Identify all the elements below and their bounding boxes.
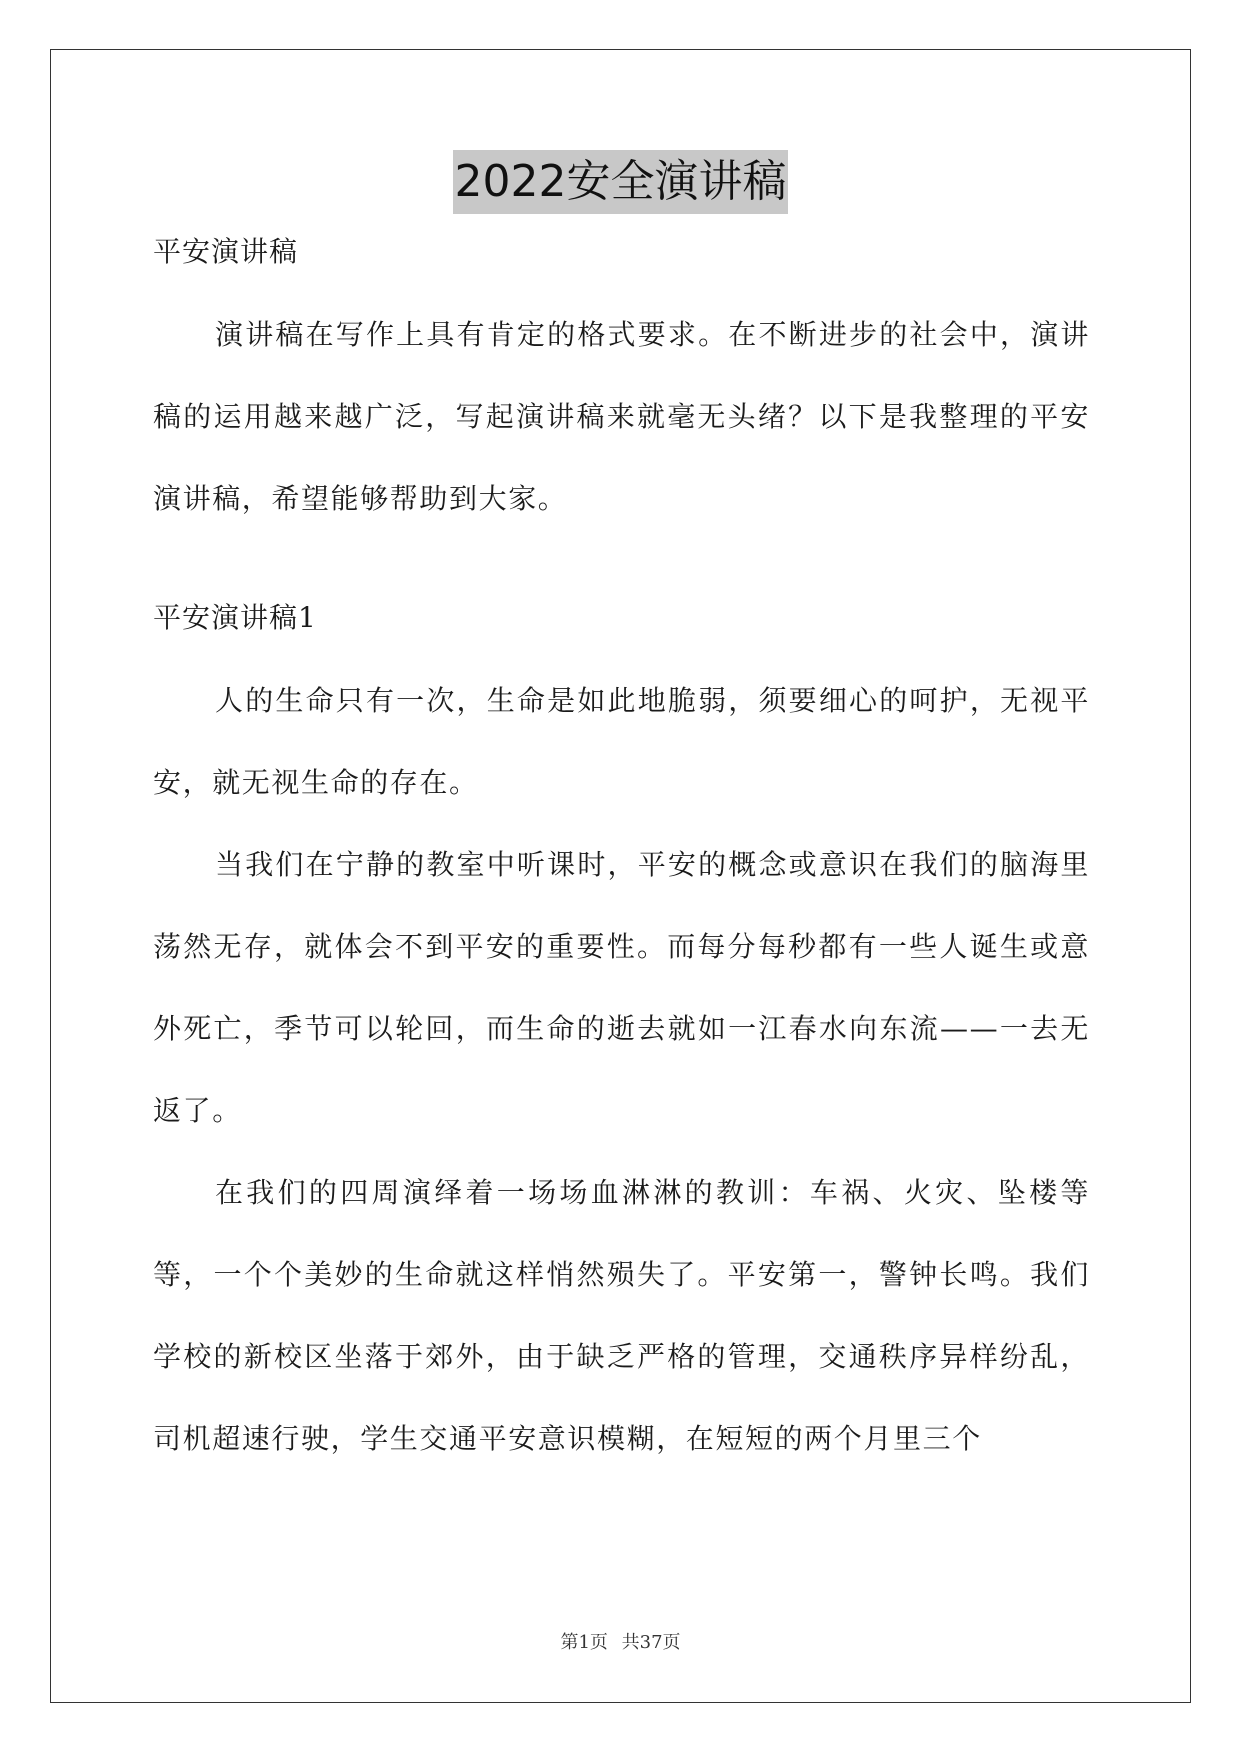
page-footer (0, 1628, 1241, 1654)
page-total: 共37页 (621, 1632, 681, 1653)
title-container (0, 150, 1241, 214)
paragraph: 在我们的四周演绎着一场场血淋淋的教训：车祸、火灾、坠楼等等，一个个美妙的生命就这样悄然殒失了。平安第一，警钟长鸣。我们学校的新校区坐落于郊外，由于缺乏严格的管理，交通秩序异样纷乱，司机超速行驶，学生交通平安意识模糊，在短短的两个月里三个 (153, 1176, 1090, 1455)
paragraph: 当我们在宁静的教室中听课时，平安的概念或意识在我们的脑海里荡然无存，就体会不到平安的重要性。而每分每秒都有一些人诞生或意外死亡，季节可以轮回，而生命的逝去就如一江春水向东流——一去无返了。 (153, 848, 1090, 1127)
document-title: 2022安全演讲稿 (453, 150, 789, 214)
page-number: 第1页 (560, 1632, 608, 1653)
section-heading: 平安演讲稿 (153, 235, 299, 268)
document-body (153, 232, 1090, 1480)
paragraph: 人的生命只有一次，生命是如此地脆弱，须要细心的呵护，无视平安，就无视生命的存在。 (153, 684, 1090, 799)
section-heading: 平安演讲稿1 (153, 601, 317, 634)
paragraph: 演讲稿在写作上具有肯定的格式要求。在不断进步的社会中，演讲稿的运用越来越广泛，写起演讲稿来就毫无头绪？以下是我整理的平安演讲稿，希望能够帮助到大家。 (153, 318, 1090, 515)
